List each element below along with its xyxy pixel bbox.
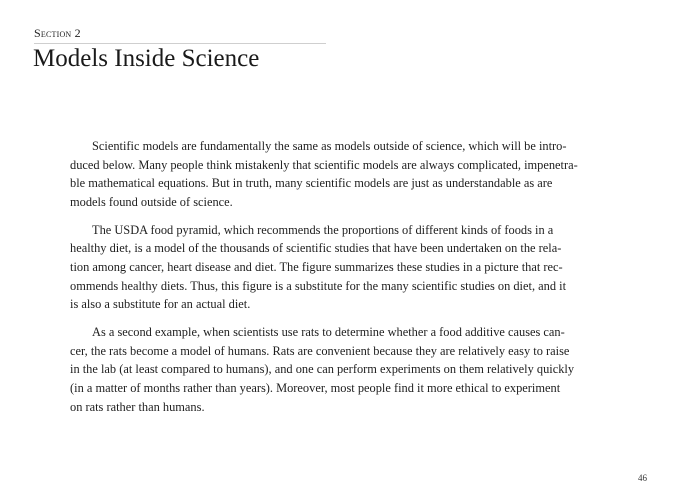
body-text [70,137,610,425]
paragraph-line: (in a matter of months rather than years). Moreover, most people find it more ethical to experiment [70,380,561,395]
paragraph-line: on rats rather than humans. [70,399,205,414]
paragraph-2 [70,221,610,314]
paragraph-line: healthy diet, is a model of the thousands of scientific studies that have been undertaken on the rela- [70,241,562,256]
page-title: Models Inside Science [33,45,260,72]
paragraph-line: tion among cancer, heart disease and diet. The figure summarizes these studies in a picture that rec- [70,259,563,274]
paragraph-line: in the lab (at least compared to humans), and one can perform experiments on them relatively quickly [70,362,575,377]
paragraph-3 [70,323,610,416]
section-label: Section 2 [34,26,81,40]
paragraph-line: duced below. Many people think mistakenly that scientific models are always complicated, impenetra- [70,157,578,172]
page-number: 46 [638,473,647,483]
paragraph-line: is also a substitute for an actual diet. [70,297,251,312]
paragraph-1 [70,137,610,211]
paragraph-line: The USDA food pyramid, which recommends the proportions of different kinds of foods in a [92,222,554,237]
paragraph-line: As a second example, when scientists use rats to determine whether a food additive causes can- [92,325,565,340]
paragraph-line: ble mathematical equations. But in truth, many scientific models are just as understandable as are [70,176,553,191]
paragraph-line: cer, the rats become a model of humans. Rats are convenient because they are relatively easy to raise [70,343,570,358]
paragraph-line: ommends healthy diets. Thus, this figure is a substitute for the many scientific studies on diet, and it [70,278,567,293]
paragraph-line: models found outside of science. [70,194,233,209]
paragraph-line: Scientific models are fundamentally the same as models outside of science, which will be intro- [92,139,567,153]
